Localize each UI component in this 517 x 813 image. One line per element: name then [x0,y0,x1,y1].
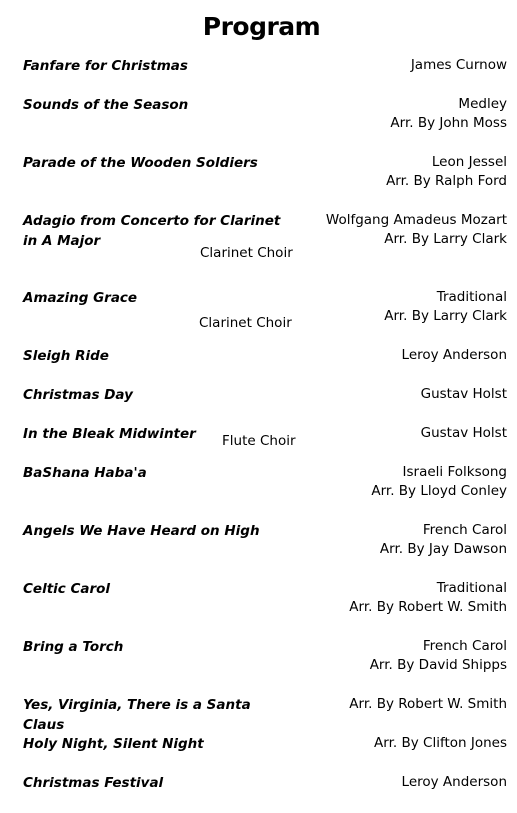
credit-line: Leon Jessel [431,154,507,170]
piece-credit [267,695,507,714]
piece-title: Yes, Virginia, There is a Santa Claus [23,697,251,733]
piece-credit [267,521,507,559]
credit-line: Arr. By Robert W. Smith [349,696,507,712]
piece-credit [267,579,507,617]
ensemble-note: Clarinet Choir [200,245,293,261]
credit-line: Arr. By Robert W. Smith [349,599,507,615]
piece-title: Holy Night, Silent Night [23,736,204,752]
piece-title: In the Bleak Midwinter [23,426,196,442]
piece-credit [267,153,507,191]
piece-title: Sleigh Ride [23,348,109,364]
credit-line: Traditional [436,580,507,596]
credit-line: Israeli Folksong [402,464,507,480]
piece-title: Parade of the Wooden Soldiers [23,155,258,171]
program-title: Program [202,12,321,41]
piece-title: Angels We Have Heard on High [23,523,260,539]
credit-line: French Carol [422,638,507,654]
ensemble-note: Flute Choir [222,433,296,449]
piece-credit [267,95,507,133]
credit-line: Arr. By Ralph Ford [386,173,507,189]
credit-line: Wolfgang Amadeus Mozart [325,212,507,228]
piece-credit [267,211,507,249]
credit-line: Arr. By David Shipps [369,657,507,673]
credit-line: Medley [458,96,507,112]
piece-credit [267,637,507,675]
piece-credit [267,424,507,443]
credit-line: Leroy Anderson [401,347,507,363]
piece-title: BaShana Haba'a [23,465,147,481]
credit-line: Arr. By Jay Dawson [379,541,507,557]
piece-credit [267,346,507,365]
piece-credit [267,288,507,326]
credit-line: Traditional [436,289,507,305]
piece-title: Bring a Torch [23,639,124,655]
credit-line: Arr. By John Moss [390,115,507,131]
ensemble-note: Clarinet Choir [199,315,292,331]
piece-credit [267,56,507,75]
piece-title: Adagio from Concerto for Clarinet in A Major [23,213,281,249]
credit-line: Arr. By Lloyd Conley [371,483,507,499]
piece-title: Amazing Grace [23,290,138,306]
credit-line: Arr. By Clifton Jones [374,735,507,751]
credit-line: James Curnow [410,57,507,73]
piece-title: Christmas Day [23,387,133,403]
piece-credit [267,773,507,792]
piece-title: Celtic Carol [23,581,111,597]
credit-line: Gustav Holst [420,386,507,402]
piece-title: Sounds of the Season [23,97,189,113]
credit-line: Gustav Holst [420,425,507,441]
piece-title: Fanfare for Christmas [23,58,188,74]
piece-credit [267,463,507,501]
piece-credit [267,734,507,753]
credit-line: Arr. By Larry Clark [384,231,507,247]
piece-credit [267,385,507,404]
piece-title: Christmas Festival [23,775,164,791]
credit-line: Leroy Anderson [401,774,507,790]
credit-line: French Carol [422,522,507,538]
credit-line: Arr. By Larry Clark [384,308,507,324]
